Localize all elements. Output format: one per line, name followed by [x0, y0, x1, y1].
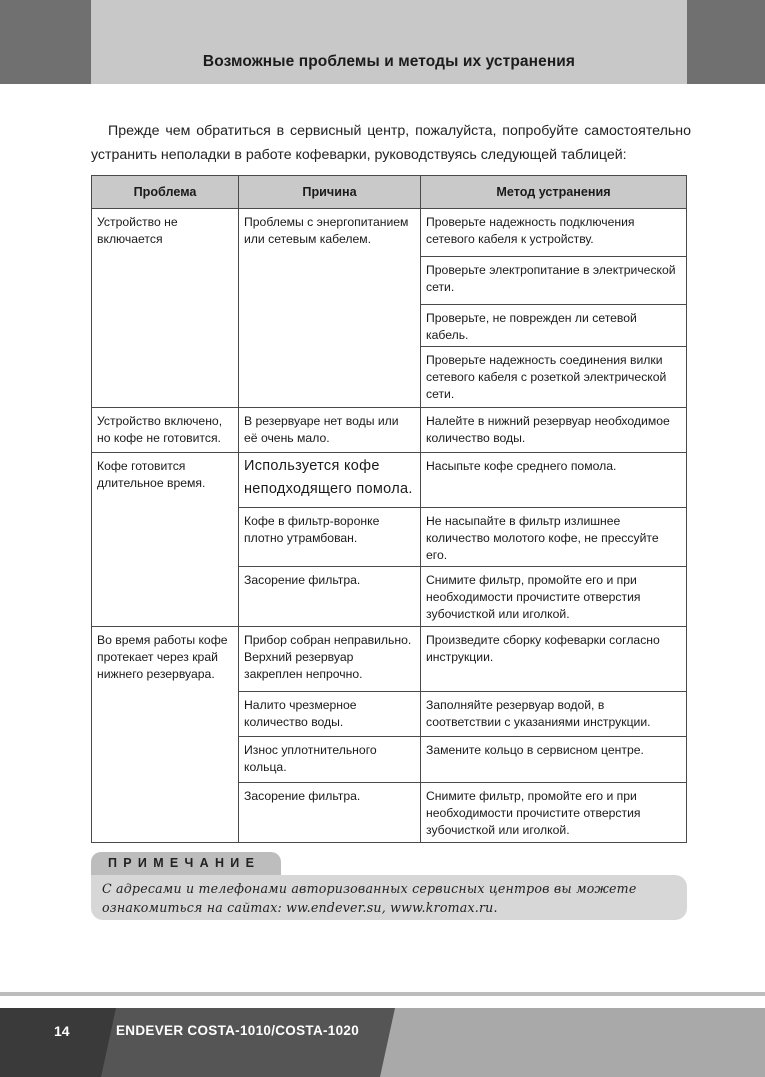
problem-text: Устройство не включается [97, 215, 178, 246]
column-header-cause: Причина [239, 176, 421, 209]
remedy-cell [421, 737, 687, 783]
cause-cell [239, 737, 421, 783]
table-row [92, 453, 687, 508]
troubleshooting-table [91, 175, 687, 843]
problem-cell [92, 453, 239, 627]
remedy-cell [421, 347, 687, 408]
cause-cell [239, 783, 421, 843]
cause-cell [239, 692, 421, 737]
remedy-cell [421, 257, 687, 305]
cause-text: Износ уплотнительного кольца. [244, 743, 377, 774]
page-number: 14 [54, 1023, 70, 1039]
cause-text: Налито чрезмерное количество воды. [244, 698, 357, 729]
column-header-problem: Проблема [92, 176, 239, 209]
remedy-text: Снимите фильтр, промойте его и при необходимости прочистите отверстия зубочисткой или иголкой. [426, 789, 641, 837]
remedy-text: Произведите сборку кофеварки согласно инструкции. [426, 633, 660, 664]
problem-cell [92, 627, 239, 843]
remedy-cell [421, 453, 687, 508]
cause-text: Используется кофе неподходящего помола. [244, 458, 413, 497]
footer-divider [0, 992, 765, 996]
footer-band-light [368, 1008, 765, 1077]
remedy-text: Не насыпайте в фильтр излишнее количество молотого кофе, не прессуйте его. [426, 514, 659, 562]
problem-text: Устройство включено, но кофе не готовится. [97, 414, 223, 445]
column-header-remedy: Метод устранения [421, 176, 687, 209]
problem-text: Во время работы кофе протекает через край нижнего резервуара. [97, 633, 228, 681]
cause-cell [239, 209, 421, 408]
remedy-cell [421, 627, 687, 692]
problem-cell [92, 209, 239, 408]
table-row [92, 408, 687, 453]
cause-cell [239, 408, 421, 453]
remedy-text: Проверьте надежность соединения вилки сетевого кабеля с розеткой электрической сети. [426, 353, 667, 401]
cause-text: Засорение фильтра. [244, 789, 361, 803]
table-row [92, 209, 687, 257]
header-band-right [687, 0, 765, 84]
remedy-cell [421, 305, 687, 347]
remedy-text: Проверьте надежность подключения сетевого кабеля к устройству. [426, 215, 635, 246]
remedy-text: Замените кольцо в сервисном центре. [426, 743, 644, 757]
intro-paragraph [91, 119, 691, 167]
cause-cell [239, 453, 421, 508]
note-title: ПРИМЕЧАНИЕ [108, 856, 261, 870]
cause-text: В резервуаре нет воды или её очень мало. [244, 414, 399, 445]
footer-brand: ENDEVER COSTA-1010/COSTA-1020 [116, 1023, 360, 1038]
cause-text: Прибор собран неправильно. Верхний резервуар закреплен непрочно. [244, 633, 412, 681]
header-band-left [0, 0, 91, 84]
cause-cell [239, 567, 421, 627]
problem-cell [92, 408, 239, 453]
remedy-text: Заполняйте резервуар водой, в соответствии с указаниями инструкции. [426, 698, 651, 729]
remedy-cell [421, 692, 687, 737]
remedy-text: Проверьте, не поврежден ли сетевой кабель. [426, 311, 637, 342]
footer-band [0, 1008, 765, 1077]
remedy-text: Снимите фильтр, промойте его и при необходимости прочистите отверстия зубочисткой или иголкой. [426, 573, 641, 621]
remedy-cell [421, 567, 687, 627]
intro-text: Прежде чем обратиться в сервисный центр, пожалуйста, попробуйте самостоятельно устранить неполадки в работе кофеварки, руководствуясь следующей таблицей: [91, 123, 691, 163]
header-band [91, 0, 687, 84]
cause-text: Засорение фильтра. [244, 573, 361, 587]
remedy-text: Насыпьте кофе среднего помола. [426, 459, 617, 473]
remedy-cell [421, 508, 687, 567]
page-title: Возможные проблемы и методы их устранения [202, 53, 576, 70]
cause-text: Проблемы с энергопитанием или сетевым кабелем. [244, 215, 409, 246]
remedy-cell [421, 408, 687, 453]
note-text: С адресами и телефонами авторизованных сервисных центров вы можете ознакомиться на сайтах: ww.endever.su, www.kromax.ru. [102, 881, 637, 915]
cause-text: Кофе в фильтр-воронке плотно утрамбован. [244, 514, 380, 545]
problem-text: Кофе готовится длительное время. [97, 459, 206, 490]
remedy-text: Проверьте электропитание в электрической сети. [426, 263, 676, 294]
cause-cell [239, 627, 421, 692]
remedy-cell [421, 209, 687, 257]
remedy-cell [421, 783, 687, 843]
footer-band-page-block [0, 1008, 116, 1077]
cause-cell [239, 508, 421, 567]
table-row [92, 627, 687, 692]
table-header-row [92, 176, 687, 209]
remedy-text: Налейте в нижний резервуар необходимое количество воды. [426, 414, 670, 445]
